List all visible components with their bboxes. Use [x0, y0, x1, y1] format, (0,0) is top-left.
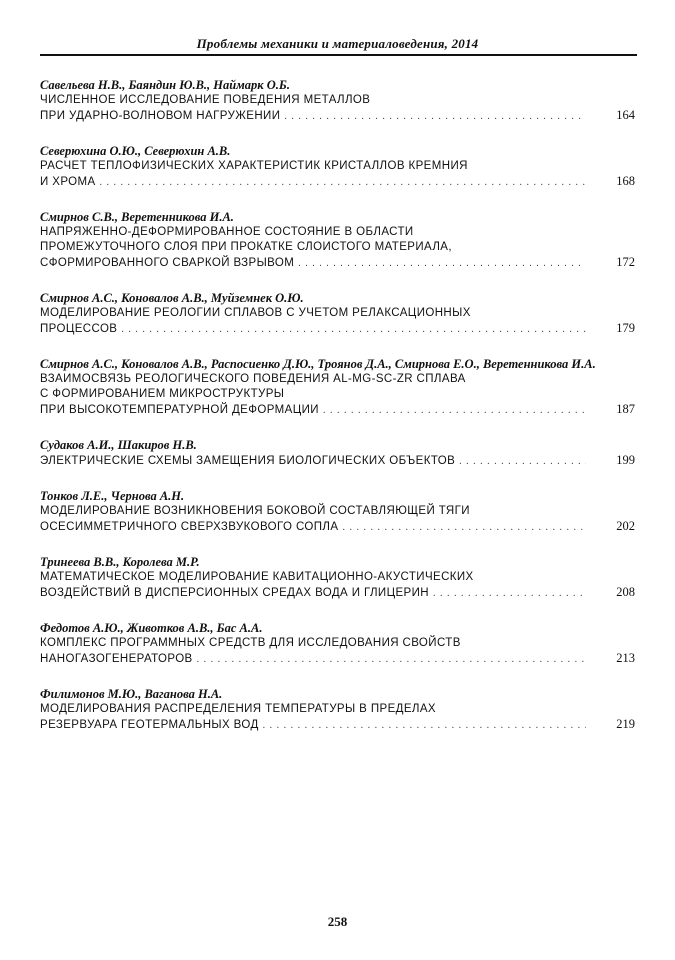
entry-title-line: ПРИ УДАРНО-ВОЛНОВОМ НАГРУЖЕНИИ: [40, 110, 281, 122]
entry-last-row: [40, 453, 635, 469]
entry-title-line: ПРОЦЕССОВ: [40, 323, 118, 335]
entry-title-line: МОДЕЛИРОВАНИЯ РАСПРЕДЕЛЕНИЯ ТЕМПЕРАТУРЫ В ПРЕДЕЛАХ: [40, 703, 436, 715]
entry-authors: Тонков Л.Е., Чернова А.Н.: [40, 489, 185, 503]
toc-entry: [40, 489, 635, 535]
dot-leader: [323, 405, 586, 416]
entry-title-line: И ХРОМА: [40, 176, 96, 188]
entry-page-number: 172: [616, 255, 635, 269]
toc-entry: [40, 621, 635, 667]
entry-page-number: 199: [616, 453, 635, 467]
entry-title-line: ЧИСЛЕННОЕ ИССЛЕДОВАНИЕ ПОВЕДЕНИЯ МЕТАЛЛОВ: [40, 94, 371, 106]
entry-page-number: 219: [616, 717, 635, 731]
dot-leader: [197, 654, 586, 665]
toc-entry: [40, 144, 635, 190]
header-rule: [40, 54, 637, 56]
entry-last-row: [40, 585, 635, 601]
table-of-contents: [40, 78, 635, 753]
entry-page-number: 179: [616, 321, 635, 335]
entry-page-number: 202: [616, 519, 635, 533]
entry-title-line: РАСЧЕТ ТЕПЛОФИЗИЧЕСКИХ ХАРАКТЕРИСТИК КРИСТАЛЛОВ КРЕМНИЯ: [40, 160, 468, 172]
entry-title-line: ПРОМЕЖУТОЧНОГО СЛОЯ ПРИ ПРОКАТКЕ СЛОИСТОГО МАТЕРИАЛА,: [40, 241, 452, 253]
entry-title-line: КОМПЛЕКС ПРОГРАММНЫХ СРЕДСТВ ДЛЯ ИССЛЕДОВАНИЯ СВОЙСТВ: [40, 637, 461, 649]
toc-entry: [40, 438, 635, 469]
entry-page-number: 208: [616, 585, 635, 599]
entry-title-line: МАТЕМАТИЧЕСКОЕ МОДЕЛИРОВАНИЕ КАВИТАЦИОННО-АКУСТИЧЕСКИХ: [40, 571, 474, 583]
dot-leader: [284, 111, 586, 122]
dot-leader: [100, 177, 586, 188]
entry-page-number: 164: [616, 108, 635, 122]
entry-authors: Савельева Н.В., Баяндин Ю.В., Наймарк О.Б.: [40, 78, 290, 92]
entry-title-line: ОСЕСИММЕТРИЧНОГО СВЕРХЗВУКОВОГО СОПЛА: [40, 521, 339, 533]
entry-title-line: МОДЕЛИРОВАНИЕ РЕОЛОГИИ СПЛАВОВ С УЧЕТОМ РЕЛАКСАЦИОННЫХ: [40, 307, 471, 319]
dot-leader: [342, 522, 586, 533]
toc-entry: [40, 291, 635, 337]
dot-leader: [298, 258, 586, 269]
entry-title-line: С ФОРМИРОВАНИЕМ МИКРОСТРУКТУРЫ: [40, 388, 285, 400]
entry-last-row: [40, 321, 635, 337]
toc-entry: [40, 210, 635, 271]
entry-last-row: [40, 402, 635, 418]
toc-entry: [40, 78, 635, 124]
entry-last-row: [40, 108, 635, 124]
entry-authors: Смирнов С.В., Веретенникова И.А.: [40, 210, 234, 224]
entry-title-line: НАНОГАЗОГЕНЕРАТОРОВ: [40, 653, 193, 665]
entry-authors: Федотов А.Ю., Животков А.В., Бас А.А.: [40, 621, 263, 635]
entry-title-line: ПРИ ВЫСОКОТЕМПЕРАТУРНОЙ ДЕФОРМАЦИИ: [40, 404, 319, 416]
entry-last-row: [40, 174, 635, 190]
entry-authors: Смирнов А.С., Коновалов А.В., Распосиенко Д.Ю., Троянов Д.А., Смирнова Е.О., Веретенникова И.А.: [40, 357, 596, 371]
entry-title-line: СФОРМИРОВАННОГО СВАРКОЙ ВЗРЫВОМ: [40, 257, 295, 269]
dot-leader: [433, 588, 586, 599]
entry-title-line: НАПРЯЖЕННО-ДЕФОРМИРОВАННОЕ СОСТОЯНИЕ В ОБЛАСТИ: [40, 226, 414, 238]
dot-leader: [459, 456, 586, 467]
entry-title-line: РЕЗЕРВУАРА ГЕОТЕРМАЛЬНЫХ ВОД: [40, 719, 259, 731]
entry-last-row: [40, 519, 635, 535]
page-number: 258: [327, 914, 348, 929]
toc-entry: [40, 555, 635, 601]
entry-authors: Судаков А.И., Шакиров Н.В.: [40, 438, 197, 452]
toc-entry: [40, 687, 635, 733]
entry-title-line: ЭЛЕКТРИЧЕСКИЕ СХЕМЫ ЗАМЕЩЕНИЯ БИОЛОГИЧЕСКИХ ОБЪЕКТОВ: [40, 455, 456, 467]
entry-title-line: ВЗАИМОСВЯЗЬ РЕОЛОГИЧЕСКОГО ПОВЕДЕНИЯ AL-MG-SC-ZR СПЛАВА: [40, 373, 466, 385]
entry-title-line: МОДЕЛИРОВАНИЕ ВОЗНИКНОВЕНИЯ БОКОВОЙ СОСТАВЛЯЮЩЕЙ ТЯГИ: [40, 505, 470, 517]
entry-title-line: ВОЗДЕЙСТВИЙ В ДИСПЕРСИОННЫХ СРЕДАХ ВОДА И ГЛИЦЕРИН: [40, 587, 429, 599]
toc-entry: [40, 357, 635, 418]
entry-authors: Филимонов М.Ю., Ваганова Н.А.: [40, 687, 223, 701]
entry-authors: Смирнов А.С., Коновалов А.В., Муйземнек О.Ю.: [40, 291, 304, 305]
dot-leader: [121, 324, 586, 335]
entry-authors: Тринеева В.В., Королева М.Р.: [40, 555, 200, 569]
entry-last-row: [40, 651, 635, 667]
entry-page-number: 187: [616, 402, 635, 416]
entry-page-number: 168: [616, 174, 635, 188]
entry-last-row: [40, 255, 635, 271]
entry-page-number: 213: [616, 651, 635, 665]
entry-authors: Северюхина О.Ю., Северюхин А.В.: [40, 144, 231, 158]
dot-leader: [263, 720, 586, 731]
entry-last-row: [40, 717, 635, 733]
running-header: Проблемы механики и материаловедения, 2014: [196, 36, 479, 51]
